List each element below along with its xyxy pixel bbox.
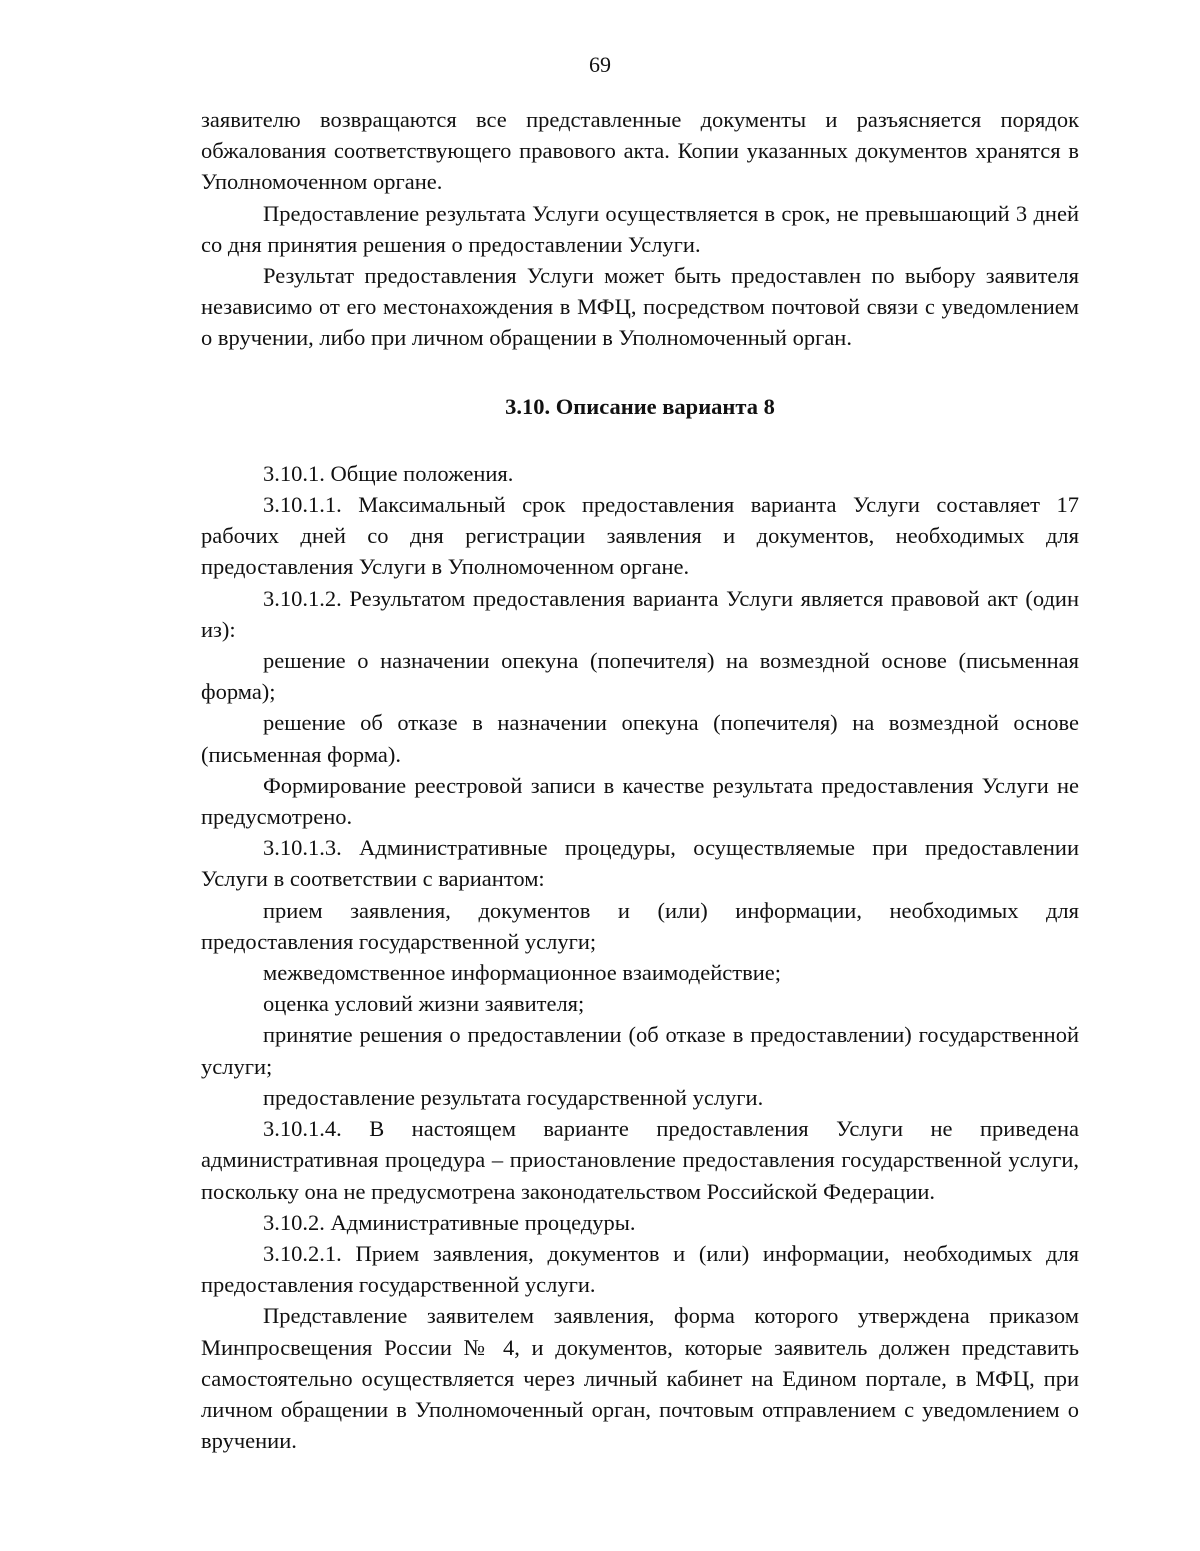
- paragraph: заявителю возвращаются все представленные документы и разъясняется порядок обжалования соответствующего правового акта. Копии указанных документов хранятся в Уполномоченном органе.: [201, 107, 1079, 195]
- list-item: прием заявления, документов и (или) информации, необходимых для предоставления государственной услуги;: [201, 897, 1079, 954]
- paragraph: 3.10.1.1. Максимальный срок предоставления варианта Услуги составляет 17 рабочих дней со дня регистрации заявления и документов, необходимых для предоставления Услуги в Уполномоченном органе.: [201, 492, 1079, 580]
- section-heading: 3.10. Описание варианта 8: [505, 393, 775, 419]
- paragraph: 3.10.2.1. Прием заявления, документов и (или) информации, необходимых для предоставления государственной услуги.: [201, 1240, 1079, 1298]
- list-item: принятие решения о предоставлении (об отказе в предоставлении) государственной услуги;: [201, 1022, 1079, 1079]
- list-item: решение об отказе в назначении опекуна (попечителя) на возмездной основе (письменная форма).: [201, 710, 1079, 767]
- document-body: [201, 104, 1079, 1456]
- paragraph: Результат предоставления Услуги может быть предоставлен по выбору заявителя независимо от его местонахождения в МФЦ, посредством почтовой связи с уведомлением о вручении, либо при личном обращении в Уполномоченный орган.: [201, 263, 1079, 351]
- page-number: 69: [589, 52, 611, 77]
- list-item: оценка условий жизни заявителя;: [263, 991, 585, 1017]
- paragraph: Представление заявителем заявления, форма которого утверждена приказом Минпросвещения России № 4, и документов, которые заявитель должен представить самостоятельно осуществляется через личный кабинет на Едином портале, в МФЦ, при личном обращении в Уполномоченный орган, почтовым отправлением с уведомлением о вручении.: [201, 1303, 1079, 1454]
- list-item: межведомственное информационное взаимодействие;: [263, 960, 781, 986]
- paragraph: Предоставление результата Услуги осуществляется в срок, не превышающий 3 дней со дня принятия решения о предоставлении Услуги.: [201, 200, 1079, 257]
- paragraph: Формирование реестровой записи в качестве результата предоставления Услуги не предусмотрено.: [201, 772, 1079, 830]
- paragraph: 3.10.1.4. В настоящем варианте предоставления Услуги не приведена административная процедура – приостановление предоставления государственной услуги, поскольку она не предусмотрена законодательством Российской Федерации.: [201, 1116, 1079, 1204]
- paragraph: 3.10.1.2. Результатом предоставления варианта Услуги является правовой акт (один из):: [201, 585, 1079, 642]
- paragraph: 3.10.1. Общие положения.: [263, 460, 514, 486]
- list-item: предоставление результата государственной услуги.: [263, 1084, 764, 1110]
- list-item: решение о назначении опекуна (попечителя) на возмездной основе (письменная форма);: [201, 648, 1079, 705]
- paragraph: 3.10.2. Административные процедуры.: [263, 1209, 636, 1235]
- paragraph: 3.10.1.3. Административные процедуры, осуществляемые при предоставлении Услуги в соответствии с вариантом:: [201, 835, 1079, 892]
